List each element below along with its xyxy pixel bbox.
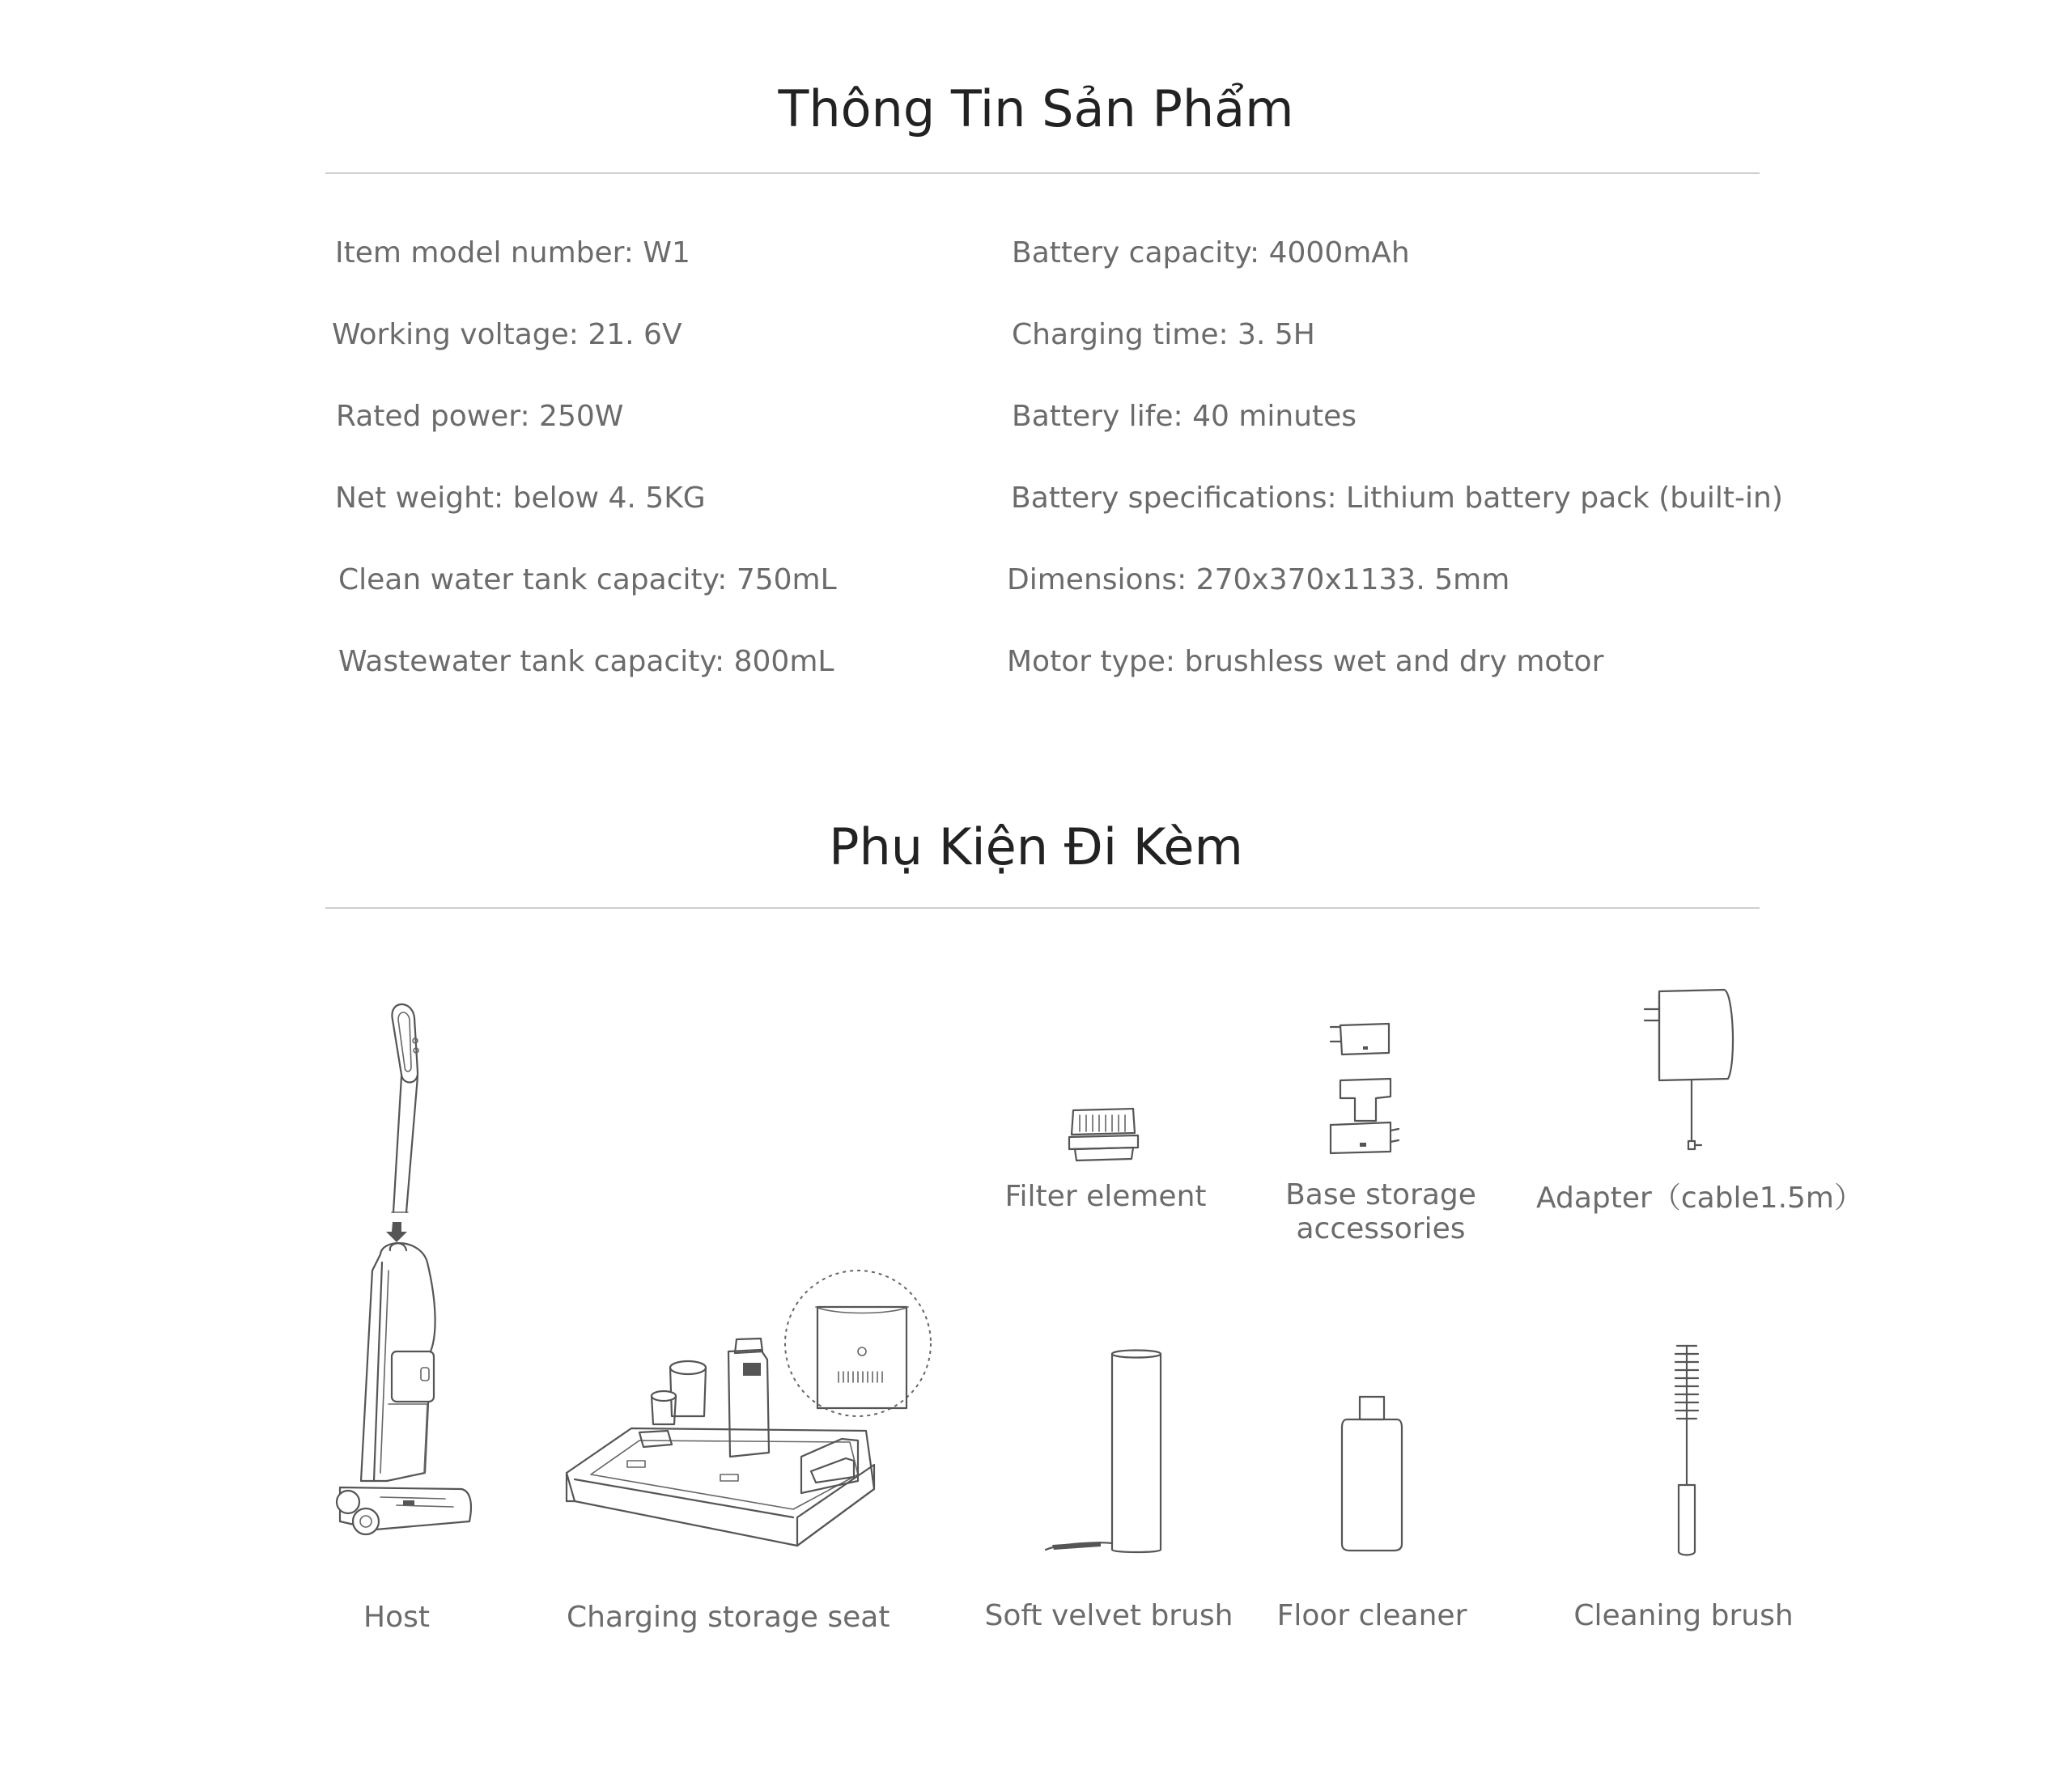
spec-item-model: Item model number: W1	[335, 236, 690, 269]
bottle-icon	[1335, 1390, 1408, 1560]
label-cleaning-brush: Cleaning brush	[1573, 1599, 1794, 1632]
accessories-title: Phụ Kiện Đi Kèm	[829, 817, 1243, 876]
spec-working-voltage: Working voltage: 21. 6V	[332, 318, 682, 351]
charging-seat-icon	[558, 1295, 947, 1558]
label-host: Host	[363, 1601, 430, 1634]
label-filter-element: Filter element	[1004, 1180, 1207, 1213]
label-base-storage-line2: accessories	[1296, 1212, 1466, 1245]
label-charging-storage-seat: Charging storage seat	[567, 1601, 890, 1634]
spec-battery-life: Battery life: 40 minutes	[1012, 400, 1357, 433]
label-floor-cleaner: Floor cleaner	[1276, 1599, 1467, 1632]
product-info-title: Thông Tin Sản Phẩm	[778, 79, 1294, 138]
label-adapter: Adapter（cable1.5m）	[1536, 1182, 1863, 1215]
spec-battery-capacity: Battery capacity: 4000mAh	[1012, 236, 1410, 269]
spec-wastewater-tank: Wastewater tank capacity: 800mL	[338, 645, 834, 678]
spec-dimensions: Dimensions: 270x370x1133. 5mm	[1007, 563, 1510, 596]
spec-net-weight: Net weight: below 4. 5KG	[335, 482, 706, 515]
spec-clean-water-tank: Clean water tank capacity: 750mL	[338, 563, 837, 596]
roller-brush-icon	[1044, 1347, 1166, 1558]
spec-motor-type: Motor type: brushless wet and dry motor	[1007, 645, 1604, 678]
divider	[325, 907, 1760, 909]
base-storage-icon	[1324, 1016, 1413, 1177]
label-soft-velvet-brush: Soft velvet brush	[984, 1599, 1233, 1632]
divider	[325, 172, 1760, 174]
power-adapter-icon	[1643, 983, 1740, 1157]
spec-rated-power: Rated power: 250W	[336, 400, 624, 433]
label-base-storage-line1: Base storage	[1285, 1178, 1476, 1211]
spec-battery-specifications: Battery specifications: Lithium battery pack (built-in)	[1011, 482, 1783, 515]
cleaning-brush-icon	[1659, 1339, 1716, 1562]
filter-element-icon	[1065, 1101, 1146, 1173]
spec-charging-time: Charging time: 3. 5H	[1012, 318, 1315, 351]
vacuum-host-icon	[324, 995, 494, 1562]
